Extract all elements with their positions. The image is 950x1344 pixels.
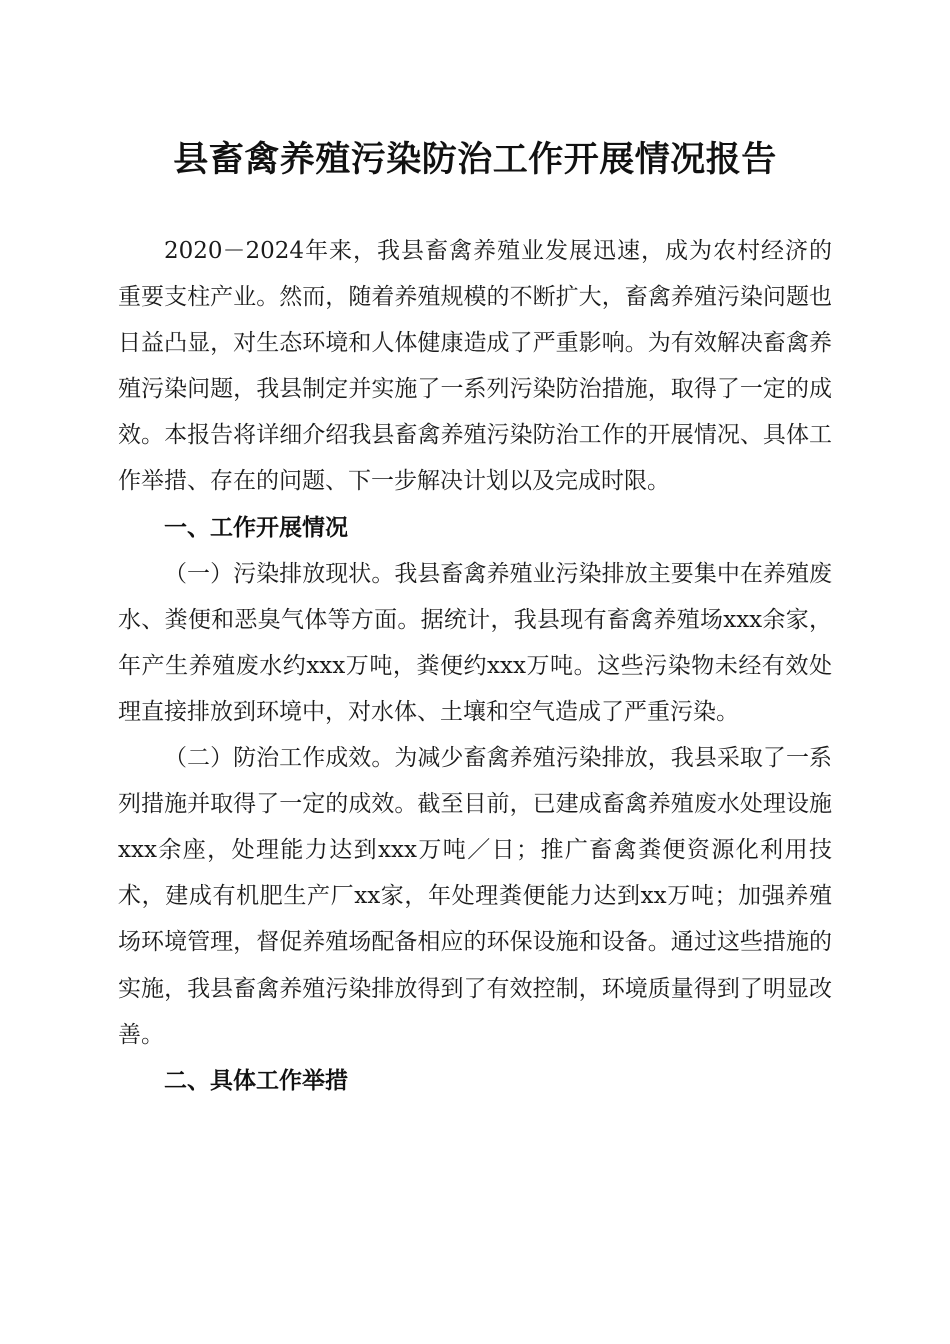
intro-paragraph: 2020－2024年来，我县畜禽养殖业发展迅速，成为农村经济的重要支柱产业。然而，随着养殖规模的不断扩大，畜禽养殖污染问题也日益凸显，对生态环境和人体健康造成了严重影响。为有效解决畜禽养殖污染问题，我县制定并实施了一系列污染防治措施，取得了一定的成效。本报告将详细介绍我县畜禽养殖污染防治工作的开展情况、具体工作举措、存在的问题、下一步解决计划以及完成时限。: [118, 238, 832, 495]
pollution-status-paragraph: （一）污染排放现状。我县畜禽养殖业污染排放主要集中在养殖废水、粪便和恶臭气体等方面。据统计，我县现有畜禽养殖场xxx余家，年产生养殖废水约xxx万吨，粪便约xxx万吨。这些污染物未经有效处理直接排放到环境中，对水体、土壤和空气造成了严重污染。: [118, 560, 832, 725]
section-heading-specific-measures: 二、具体工作举措: [164, 1067, 348, 1094]
document-title: 县畜禽养殖污染防治工作开展情况报告: [173, 139, 777, 180]
section-heading-work-progress: 一、工作开展情况: [164, 514, 348, 541]
document-body: [118, 228, 832, 1104]
prevention-results-paragraph: （二）防治工作成效。为减少畜禽养殖污染排放，我县采取了一系列措施并取得了一定的成效。截至目前，已建成畜禽养殖废水处理设施xxx余座，处理能力达到xxx万吨／日；推广畜禽粪便资源化利用技术，建成有机肥生产厂xx家，年处理粪便能力达到xx万吨；加强养殖场环境管理，督促养殖场配备相应的环保设施和设备。通过这些措施的实施，我县畜禽养殖污染排放得到了有效控制，环境质量得到了明显改善。: [118, 745, 832, 1048]
